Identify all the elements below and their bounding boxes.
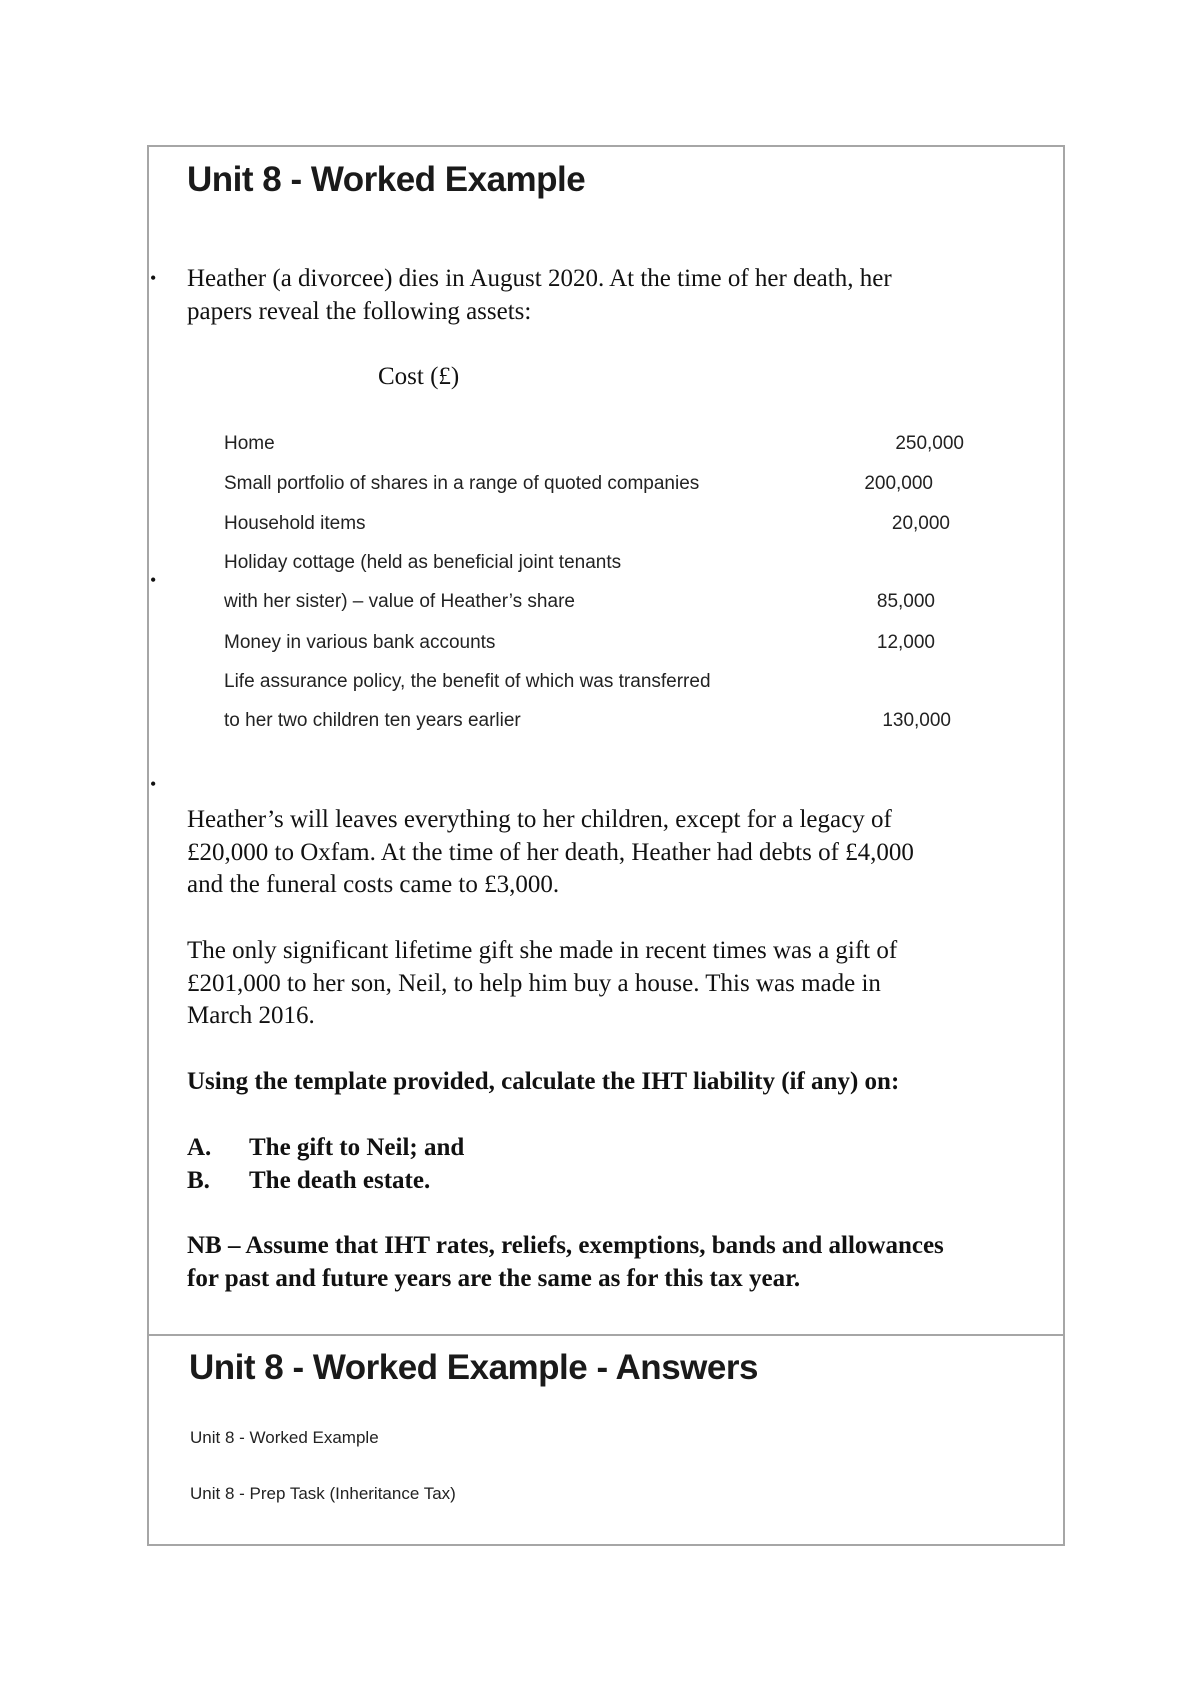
asset-label: Holiday cottage (held as beneficial joint tenants [224,552,622,573]
text-line: NB – Assume that IHT rates, reliefs, exemptions, bands and allowances [187,1232,944,1259]
task-item [187,1132,464,1165]
text-line: and the funeral costs came to £3,000. [187,871,560,898]
text-line: £20,000 to Oxfam. At the time of her death, Heather had debts of £4,000 [187,838,914,866]
asset-label: Household items [224,513,366,534]
asset-label: with her sister) – value of Heather’s share [224,591,575,612]
task-letter: B. [187,1166,210,1194]
text-line: for past and future years are the same as for this tax year. [187,1264,801,1292]
cost-column-header: Cost (£) [378,363,460,390]
asset-value: 200,000 [864,473,933,494]
link-prep-task[interactable]: Unit 8 - Prep Task (Inheritance Tax) [190,1484,456,1503]
task-list [187,1132,464,1197]
will-paragraph [187,804,914,902]
bullet: • [150,774,157,794]
nb-note [187,1230,944,1295]
text-line: papers reveal the following assets: [187,297,532,325]
asset-value: 250,000 [895,433,964,454]
asset-value: 130,000 [882,710,951,731]
task-letter: A. [187,1134,212,1161]
task-item [187,1165,464,1198]
text-line: Heather (a divorcee) dies in August 2020. At the time of her death, her [187,265,892,292]
text-line: March 2016. [187,1002,315,1029]
task-text: The gift to Neil; and [249,1134,465,1161]
text-line: The only significant lifetime gift she made in recent times was a gift of [187,937,898,964]
instruction: Using the template provided, calculate the IHT liability (if any) on: [187,1068,900,1095]
asset-label: Life assurance policy, the benefit of which was transferred [224,671,711,692]
gift-paragraph [187,935,897,1033]
text-line: Heather’s will leaves everything to her children, except for a legacy of [187,806,892,833]
asset-label: Home [224,433,275,454]
asset-value: 12,000 [876,632,935,653]
bullet: • [150,570,157,590]
asset-value: 20,000 [891,513,950,534]
section-divider [147,1334,1063,1336]
link-worked-example[interactable]: Unit 8 - Worked Example [190,1428,379,1447]
answers-title: Unit 8 - Worked Example - Answers [189,1348,758,1387]
asset-label: to her two children ten years earlier [224,710,521,731]
asset-label: Money in various bank accounts [224,632,496,653]
asset-value: 85,000 [876,591,935,612]
bullet: • [150,268,157,288]
section-title: Unit 8 - Worked Example [187,160,586,199]
asset-label: Small portfolio of shares in a range of quoted companies [224,473,700,494]
text-line: £201,000 to her son, Neil, to help him buy a house. This was made in [187,969,881,997]
task-text: The death estate. [249,1166,431,1194]
intro-paragraph [187,263,892,328]
